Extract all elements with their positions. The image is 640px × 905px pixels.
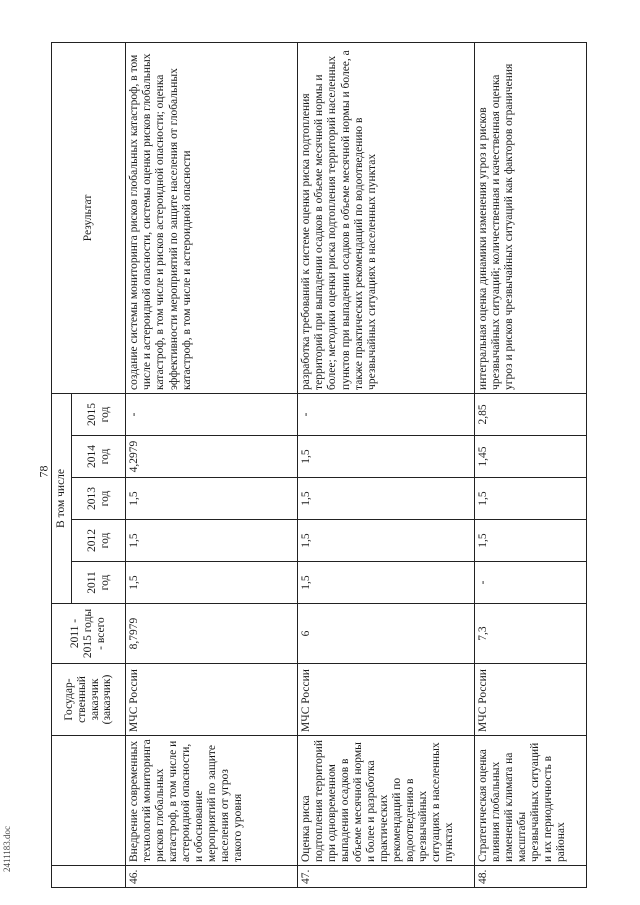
header-including: В том числе [52, 393, 72, 603]
table-row [298, 42, 475, 887]
row-result: интегральная оценка динамики изменения угроз и рисков чрезвычайных ситуаций; количественная и качественная оценка угроз и рисков чрезвычайных ситуаций как факторов ограничения [475, 42, 587, 393]
row-customer: МЧС России [126, 664, 298, 736]
header-year-2015: 2015 год [72, 393, 126, 435]
row-2011: - [475, 562, 587, 604]
header-year-2014: 2014 год [72, 436, 126, 478]
row-2011: 1,5 [298, 562, 475, 604]
row-result: создание системы мониторинга рисков глобальных катастроф, в том числе и астероидной опасности, системы оценки рисков глобальных катастроф, в том числе и рисков астероидной опасности; оценка эффективности мероприятий по защите населения от глобальных катастроф, в том числе и астероидной опасности [126, 42, 298, 393]
header-name-cell [52, 736, 126, 866]
row-name: Стратегическая оценка влияния глобальных изменений климата на масштабы чрезвычайных ситуаций и их периодичность в районах [475, 736, 587, 866]
row-result: разработка требований к системе оценки риска подтопления территорий при выпадении осадков в объеме месячной нормы и более; методики оценки риска подтопления территорий населенных пунктов при выпадении осадков в объеме месячной нормы и более, а также практических рекомендаций по водоотведению в чрезвычайных ситуациях в населенных пунктах [298, 42, 475, 393]
header-year-2011: 2011 год [72, 562, 126, 604]
page-number: 78 [36, 465, 51, 478]
row-customer: МЧС России [475, 664, 587, 736]
row-name: Внедрение современных технологий мониторинга рисков глобальных катастроф, в том числе и астероидной опасности, и обоснование мероприятий по защите населения от угроз такого уровня [126, 736, 298, 866]
row-2014: 1,5 [298, 436, 475, 478]
row-total: 8,7979 [126, 604, 298, 664]
row-2013: 1,5 [298, 478, 475, 520]
row-number: 48. [475, 866, 587, 888]
row-2012: 1,5 [475, 520, 587, 562]
program-table [51, 42, 587, 888]
header-num-cell [52, 866, 126, 888]
row-total: 7,3 [475, 604, 587, 664]
rotated-table-page [51, 43, 640, 888]
row-2015: - [126, 393, 298, 435]
row-number: 47. [298, 866, 475, 888]
row-2014: 1,45 [475, 436, 587, 478]
table-row [126, 42, 298, 887]
row-2012: 1,5 [298, 520, 475, 562]
row-number: 46. [126, 866, 298, 888]
row-2013: 1,5 [126, 478, 298, 520]
row-2014: 4,2979 [126, 436, 298, 478]
row-2011: 1,5 [126, 562, 298, 604]
row-total: 6 [298, 604, 475, 664]
header-year-2012: 2012 год [72, 520, 126, 562]
header-customer: Государ-ственный заказчик (заказчик) [52, 664, 126, 736]
row-name: Оценка риска подтопления территорий при одновременном выпадении осадков в объеме месячной нормы и более и разработка практических рекомендаций по водоотведению в чрезвычайных ситуациях в населенных пунктах [298, 736, 475, 866]
header-total: 2011 - 2015 годы - всего [52, 604, 126, 664]
row-2012: 1,5 [126, 520, 298, 562]
row-customer: МЧС России [298, 664, 475, 736]
row-2015: 2,85 [475, 393, 587, 435]
header-year-2013: 2013 год [72, 478, 126, 520]
table-row [475, 42, 587, 887]
row-2013: 1,5 [475, 478, 587, 520]
row-2015: - [298, 393, 475, 435]
header-result: Результат [52, 42, 126, 393]
footer-filename: 2411183.doc [2, 825, 13, 873]
